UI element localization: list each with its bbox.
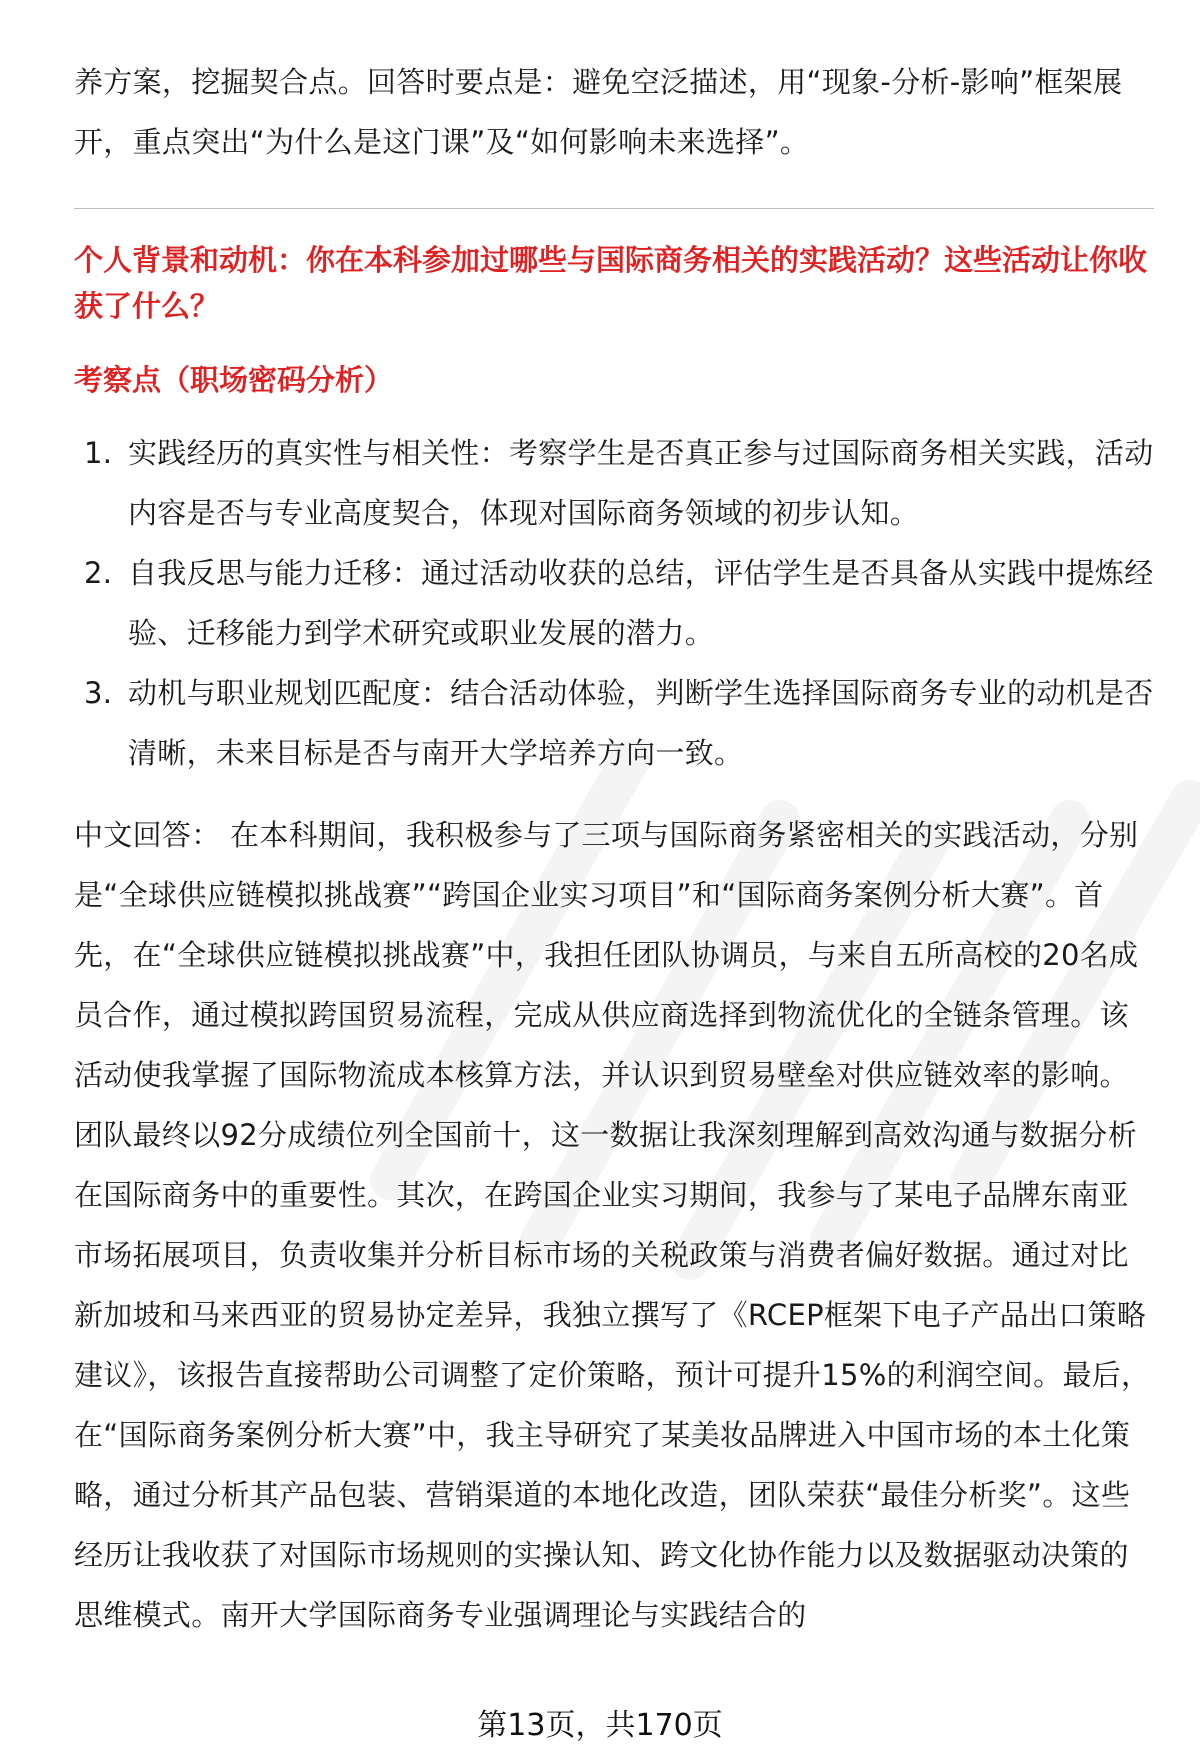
answer-paragraph: 中文回答： 在本科期间，我积极参与了三项与国际商务紧密相关的实践活动，分别是“全球供应链模拟挑战赛”“跨国企业实习项目”和“国际商务案例分析大赛”。首先，在“全球供应链模拟挑战赛”中，我担任团队协调员，与来自五所高校的20名成员合作，通过模拟跨国贸易流程，完成从供应商选择到物流优化的全链条管理。该活动使我掌握了国际物流成本核算方法，并认识到贸易壁垒对供应链效率的影响。团队最终以92分成绩位列全国前十，这一数据让我深刻理解到高效沟通与数据分析在国际商务中的重要性。其次，在跨国企业实习期间，我参与了某电子品牌东南亚市场拓展项目，负责收集并分析目标市场的关税政策与消费者偏好数据。通过对比新加坡和马来西亚的贸易协定差异，我独立撰写了《RCEP框架下电子产品出口策略建议》，该报告直接帮助公司调整了定价策略，预计可提升15%的利润空间。最后，在“国际商务案例分析大赛”中，我主导研究了某美妆品牌进入中国市场的本土化策略，通过分析其产品包装、营销渠道的本地化改造，团队荣获“最佳分析奖”。这些经历让我收获了对国际市场规则的实操认知、跨文化协作能力以及数据驱动决策的思维模式。南开大学国际商务专业强调理论与实践结合的 (74, 818, 1151, 1632)
assessment-list (74, 423, 1154, 783)
assessment-item-number: 3. (84, 676, 113, 710)
document-page (74, 52, 1154, 1645)
assessment-item (74, 543, 1154, 663)
intro-paragraph: 养方案，挖掘契合点。回答时要点是：避免空泛描述，用“现象-分析-影响”框架展开，重点突出“为什么是这门课”及“如何影响未来选择”。 (74, 65, 1123, 159)
assessment-item-text: 实践经历的真实性与相关性：考察学生是否真正参与过国际商务相关实践，活动内容是否与专业高度契合，体现对国际商务领域的初步认知。 (128, 436, 1154, 530)
question-title: 个人背景和动机：你在本科参加过哪些与国际商务相关的实践活动？这些活动让你收获了什么？ (74, 243, 1148, 323)
assessment-item (74, 663, 1154, 783)
section-divider (74, 208, 1154, 209)
assessment-item-number: 1. (84, 436, 113, 470)
assessment-item-text: 动机与职业规划匹配度：结合活动体验，判断学生选择国际商务专业的动机是否清晰，未来目标是否与南开大学培养方向一致。 (128, 676, 1154, 770)
assessment-item-number: 2. (84, 556, 113, 590)
assessment-item (74, 423, 1154, 543)
page-number-footer: 第13页，共170页 (477, 1708, 723, 1743)
assessment-item-text: 自我反思与能力迁移：通过活动收获的总结，评估学生是否具备从实践中提炼经验、迁移能力到学术研究或职业发展的潜力。 (128, 556, 1154, 650)
assessment-heading: 考察点（职场密码分析） (74, 363, 394, 397)
